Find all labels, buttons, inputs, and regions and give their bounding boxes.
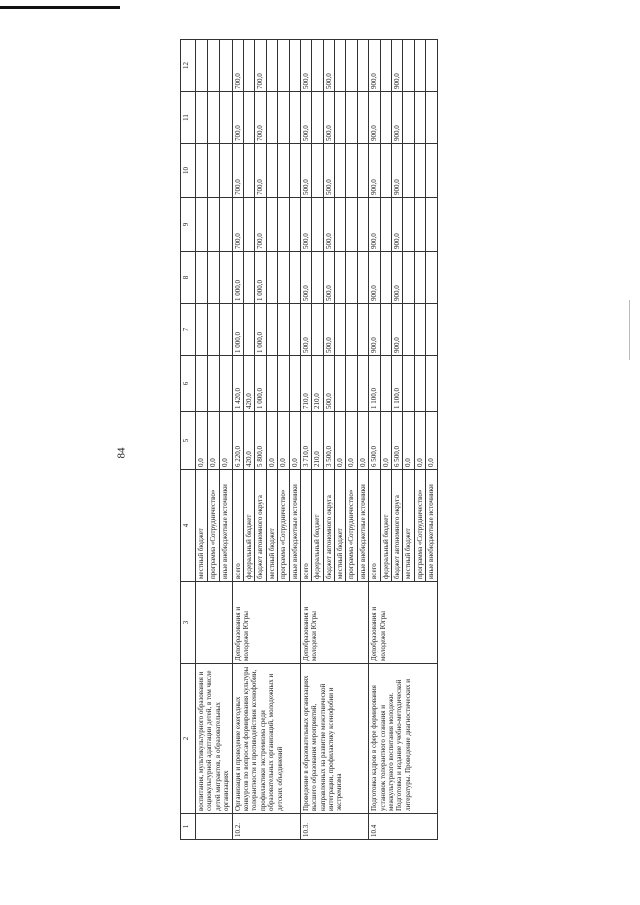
amount-cell: 500,0 (323, 356, 334, 412)
amount-cell (414, 304, 425, 356)
amount-cell (380, 356, 391, 412)
amount-cell (380, 144, 391, 198)
amount-cell: 1 000,0 (255, 304, 266, 356)
amount-cell (414, 198, 425, 252)
amount-cell: 1 000,0 (255, 356, 266, 412)
funding-source: иные внебюджетные источники (220, 470, 232, 582)
amount-cell (335, 92, 346, 144)
amount-cell (414, 92, 425, 144)
amount-cell (220, 356, 232, 412)
amount-cell: 1 100,0 (369, 356, 380, 412)
amount-cell (312, 40, 323, 92)
amount-cell: 900,0 (392, 92, 403, 144)
amount-cell: 0,0 (335, 412, 346, 470)
item-name: Организация и проведение ежегодных конкурсов по вопросам формирования культуры толерантности и противодействия ксенофобии, профилактики экстремизма среди образовательных организаций, молодежных и детских объединений (232, 664, 300, 814)
amount-cell: 1 000,0 (255, 252, 266, 304)
amount-cell: 0,0 (220, 412, 232, 470)
amount-cell (312, 198, 323, 252)
amount-cell: 0,0 (380, 412, 391, 470)
amount-cell (357, 40, 368, 92)
funding-source: федеральный бюджет (380, 470, 391, 582)
amount-cell (278, 304, 289, 356)
amount-cell: 0,0 (426, 412, 437, 470)
item-number: 10.3. (300, 814, 368, 840)
funding-source: программа «Сотрудничество» (278, 470, 289, 582)
funding-source: местный бюджет (403, 470, 414, 582)
amount-cell (403, 252, 414, 304)
column-header: 1 (181, 814, 196, 840)
funding-source: бюджет автономного округа (392, 470, 403, 582)
table-holder (180, 40, 635, 840)
amount-cell (346, 304, 357, 356)
column-header: 10 (181, 144, 196, 198)
amount-cell (414, 144, 425, 198)
amount-cell (208, 198, 220, 252)
amount-cell (335, 40, 346, 92)
column-header: 12 (181, 40, 196, 92)
amount-cell: 0,0 (278, 412, 289, 470)
item-number (196, 814, 233, 840)
amount-cell (380, 304, 391, 356)
amount-cell: 500,0 (300, 144, 311, 198)
amount-cell: 3 500,0 (323, 412, 334, 470)
amount-cell (243, 40, 254, 92)
funding-source: всего (232, 470, 243, 582)
column-header: 8 (181, 252, 196, 304)
amount-cell (403, 92, 414, 144)
funding-source: федеральный бюджет (312, 470, 323, 582)
amount-cell (426, 252, 437, 304)
amount-cell (278, 40, 289, 92)
amount-cell (426, 198, 437, 252)
amount-cell (414, 252, 425, 304)
amount-cell: 6 220,0 (232, 412, 243, 470)
funding-source: бюджет автономного округа (323, 470, 334, 582)
item-number: 10.4 (369, 814, 437, 840)
amount-cell: 420,0 (243, 412, 254, 470)
amount-cell (426, 144, 437, 198)
amount-cell (346, 198, 357, 252)
amount-cell (266, 92, 277, 144)
funding-source: иные внебюджетные источники (357, 470, 368, 582)
amount-cell (266, 40, 277, 92)
amount-cell (289, 304, 300, 356)
amount-cell (243, 252, 254, 304)
amount-cell: 900,0 (369, 92, 380, 144)
amount-cell (426, 92, 437, 144)
amount-cell (266, 144, 277, 198)
amount-cell (403, 356, 414, 412)
item-executor: Депобразования и молодежи Югры (300, 582, 368, 664)
amount-cell: 500,0 (323, 304, 334, 356)
amount-cell (426, 40, 437, 92)
column-header: 7 (181, 304, 196, 356)
amount-cell: 700,0 (255, 92, 266, 144)
item-executor: Депобразования и молодежи Югры (232, 582, 300, 664)
amount-cell: 1 000,0 (232, 252, 243, 304)
amount-cell (335, 198, 346, 252)
amount-cell: 900,0 (392, 144, 403, 198)
amount-cell (289, 198, 300, 252)
funding-source: местный бюджет (196, 470, 208, 582)
amount-cell: 210,0 (312, 356, 323, 412)
amount-cell: 500,0 (300, 304, 311, 356)
amount-cell (289, 40, 300, 92)
amount-cell (196, 144, 208, 198)
amount-cell (426, 356, 437, 412)
amount-cell (278, 252, 289, 304)
funding-source: бюджет автономного округа (255, 470, 266, 582)
amount-cell (208, 252, 220, 304)
amount-cell (243, 304, 254, 356)
amount-cell (220, 144, 232, 198)
amount-cell (312, 144, 323, 198)
amount-cell: 0,0 (289, 412, 300, 470)
item-name: Проведение в образовательных организациях высшего образования мероприятий, направленных на развитие межэтнической интеграции, профилактику ксенофобии и экстремизма (300, 664, 368, 814)
amount-cell (266, 356, 277, 412)
funding-source: программа «Сотрудничество» (414, 470, 425, 582)
amount-cell (208, 144, 220, 198)
amount-cell (196, 252, 208, 304)
amount-cell: 0,0 (403, 412, 414, 470)
amount-cell: 500,0 (300, 252, 311, 304)
amount-cell (266, 252, 277, 304)
amount-cell: 700,0 (255, 144, 266, 198)
amount-cell (289, 252, 300, 304)
amount-cell: 500,0 (323, 92, 334, 144)
column-header: 11 (181, 92, 196, 144)
amount-cell (346, 144, 357, 198)
column-header: 2 (181, 664, 196, 814)
column-header: 6 (181, 356, 196, 412)
amount-cell (380, 198, 391, 252)
funding-source: местный бюджет (335, 470, 346, 582)
funding-source: иные внебюджетные источники (289, 470, 300, 582)
amount-cell (278, 356, 289, 412)
column-header: 4 (181, 470, 196, 582)
funding-source: всего (369, 470, 380, 582)
amount-cell: 0,0 (208, 412, 220, 470)
table-row (196, 40, 208, 840)
amount-cell: 500,0 (300, 92, 311, 144)
amount-cell (403, 304, 414, 356)
amount-cell (208, 304, 220, 356)
amount-cell: 500,0 (323, 198, 334, 252)
amount-cell (243, 144, 254, 198)
amount-cell (208, 356, 220, 412)
amount-cell: 500,0 (300, 40, 311, 92)
amount-cell (380, 92, 391, 144)
amount-cell (357, 92, 368, 144)
amount-cell (357, 356, 368, 412)
amount-cell (220, 40, 232, 92)
amount-cell (220, 252, 232, 304)
amount-cell (414, 356, 425, 412)
amount-cell: 500,0 (323, 252, 334, 304)
amount-cell: 210,0 (312, 412, 323, 470)
amount-cell: 900,0 (369, 144, 380, 198)
rotated-page (180, 40, 635, 840)
funding-source: программа «Сотрудничество» (208, 470, 220, 582)
amount-cell (266, 304, 277, 356)
amount-cell (403, 40, 414, 92)
column-header: 5 (181, 412, 196, 470)
amount-cell (403, 198, 414, 252)
amount-cell (312, 304, 323, 356)
amount-cell (278, 198, 289, 252)
item-executor: Депобразования и молодежи Югры (369, 582, 437, 664)
amount-cell: 0,0 (266, 412, 277, 470)
amount-cell (196, 198, 208, 252)
amount-cell: 700,0 (255, 198, 266, 252)
funding-source: местный бюджет (266, 470, 277, 582)
amount-cell: 420,0 (243, 356, 254, 412)
amount-cell (357, 198, 368, 252)
amount-cell (220, 304, 232, 356)
amount-cell: 5 800,0 (255, 412, 266, 470)
amount-cell (335, 144, 346, 198)
amount-cell (196, 92, 208, 144)
amount-cell (346, 40, 357, 92)
amount-cell: 900,0 (392, 198, 403, 252)
amount-cell (289, 144, 300, 198)
column-header: 9 (181, 198, 196, 252)
amount-cell (289, 92, 300, 144)
page-number: 84 (115, 447, 128, 459)
amount-cell: 1 420,0 (232, 356, 243, 412)
amount-cell: 900,0 (392, 304, 403, 356)
item-name: воспитания, мультикультурного образования и социокультурной адаптации детей, в том числе детей мигрантов, в образовательных организациях (196, 664, 233, 814)
amount-cell (196, 304, 208, 356)
amount-cell: 0,0 (414, 412, 425, 470)
amount-cell (243, 92, 254, 144)
amount-cell: 900,0 (369, 40, 380, 92)
amount-cell: 700,0 (232, 40, 243, 92)
amount-cell (220, 92, 232, 144)
header-row (181, 40, 196, 840)
amount-cell (289, 356, 300, 412)
amount-cell (196, 40, 208, 92)
amount-cell: 900,0 (392, 252, 403, 304)
amount-cell (346, 92, 357, 144)
amount-cell (426, 304, 437, 356)
amount-cell (357, 304, 368, 356)
amount-cell (208, 40, 220, 92)
funding-source: всего (300, 470, 311, 582)
amount-cell: 710,0 (300, 356, 311, 412)
funding-source: иные внебюджетные источники (426, 470, 437, 582)
amount-cell (414, 40, 425, 92)
amount-cell: 700,0 (232, 144, 243, 198)
amount-cell (220, 198, 232, 252)
amount-cell: 700,0 (232, 92, 243, 144)
amount-cell (312, 92, 323, 144)
amount-cell: 500,0 (323, 40, 334, 92)
amount-cell (357, 252, 368, 304)
amount-cell (335, 356, 346, 412)
amount-cell: 6 500,0 (369, 412, 380, 470)
amount-cell: 500,0 (300, 198, 311, 252)
amount-cell (278, 144, 289, 198)
amount-cell (196, 356, 208, 412)
funding-source: программа «Сотрудничество» (346, 470, 357, 582)
amount-cell: 900,0 (392, 40, 403, 92)
amount-cell (380, 40, 391, 92)
amount-cell: 900,0 (369, 198, 380, 252)
amount-cell (208, 92, 220, 144)
item-executor (196, 582, 233, 664)
table-row (232, 40, 243, 840)
amount-cell (380, 252, 391, 304)
amount-cell: 700,0 (232, 198, 243, 252)
amount-cell: 900,0 (369, 304, 380, 356)
amount-cell (357, 144, 368, 198)
funding-source: федеральный бюджет (243, 470, 254, 582)
amount-cell (403, 144, 414, 198)
amount-cell: 3 710,0 (300, 412, 311, 470)
item-name: Подготовка кадров в сфере формирования установок толерантного сознания и межкультурного воспитания молодежи. Подготовка и издание учебно-методической литературы. Проведение диагностических и (369, 664, 437, 814)
amount-cell: 6 500,0 (392, 412, 403, 470)
item-number: 10.2. (232, 814, 300, 840)
amount-cell: 900,0 (369, 252, 380, 304)
amount-cell: 0,0 (346, 412, 357, 470)
table-row (300, 40, 311, 840)
amount-cell (335, 252, 346, 304)
amount-cell (243, 198, 254, 252)
table-row (369, 40, 380, 840)
amount-cell (335, 304, 346, 356)
amount-cell: 1 100,0 (392, 356, 403, 412)
amount-cell: 700,0 (255, 40, 266, 92)
amount-cell: 0,0 (196, 412, 208, 470)
amount-cell (312, 252, 323, 304)
amount-cell: 0,0 (357, 412, 368, 470)
column-header: 3 (181, 582, 196, 664)
budget-table (180, 39, 438, 840)
amount-cell (278, 92, 289, 144)
top-rule (0, 6, 120, 9)
amount-cell: 500,0 (323, 144, 334, 198)
amount-cell (346, 356, 357, 412)
amount-cell (346, 252, 357, 304)
amount-cell: 1 000,0 (232, 304, 243, 356)
amount-cell (266, 198, 277, 252)
